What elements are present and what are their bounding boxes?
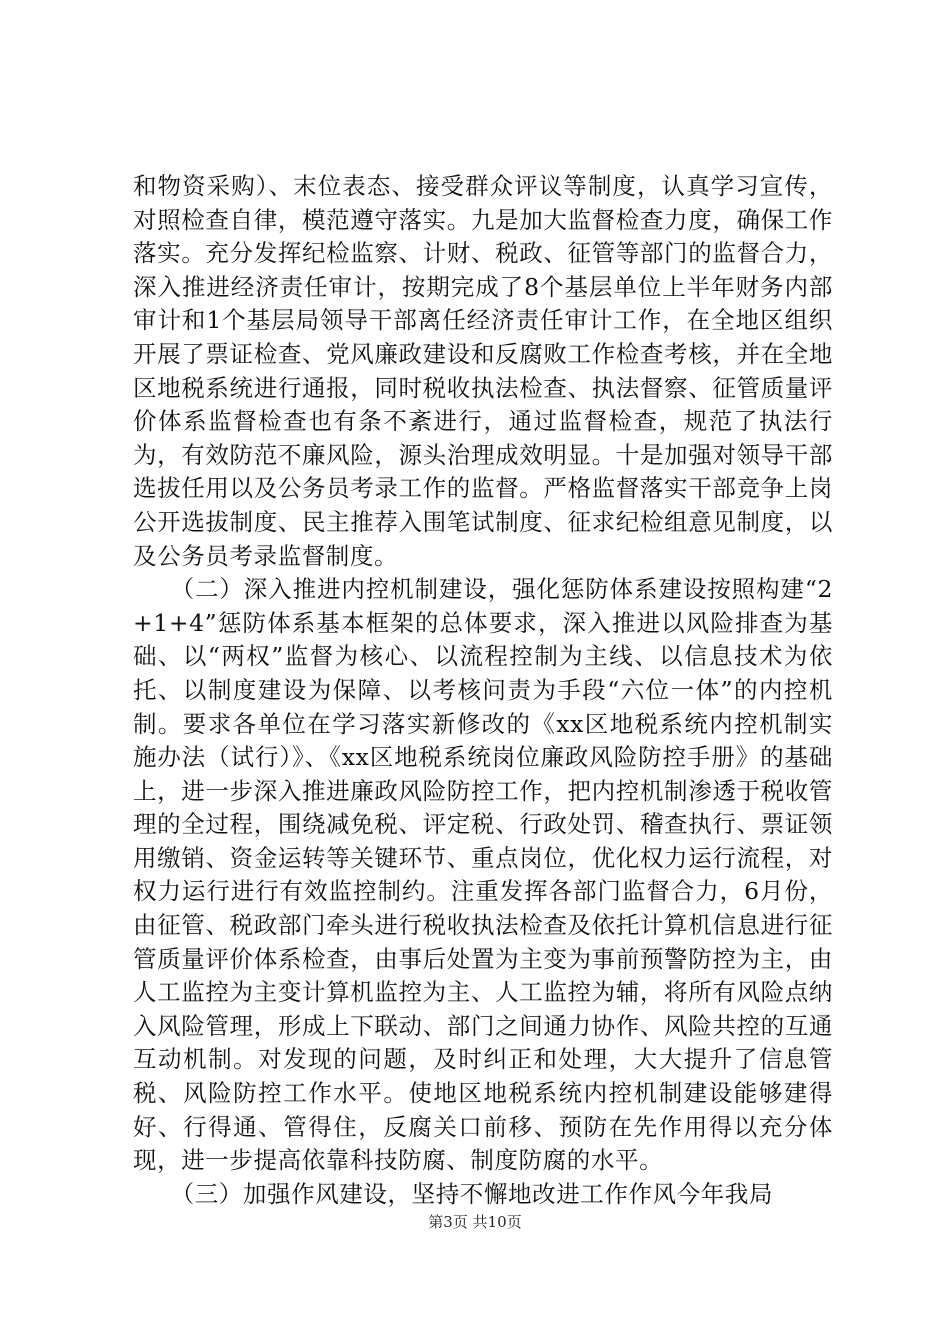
- page-number-footer: 第3页 共10页: [428, 1213, 522, 1231]
- paragraph-1: 和物资采购）、末位表态、接受群众评议等制度，认真学习宣传，对照检查自律，模范遵守落实。九是加大监督检查力度，确保工作落实。充分发挥纪检监察、计财、税政、征管等部门的监督合力，深入推进经济责任审计，按期完成了8个基层单位上半年财务内部审计和1个基层局领导干部离任经济责任审计工作，在全地区组织开展了票证检查、党风廉政建设和反腐败工作检查考核，并在全地区地税系统进行通报，同时税收执法检查、执法督察、征管质量评价体系监督检查也有条不紊进行，通过监督检查，规范了执法行为，有效防范不廉风险，源头治理成效明显。十是加强对领导干部选拔任用以及公务员考录工作的监督。严格监督落实干部竞争上岗公开选拔制度、民主推荐入围笔试制度、征求纪检组意见制度，以及公务员考录监督制度。: [133, 172, 833, 570]
- paragraph-3: （三）加强作风建设，坚持不懈地改进工作作风今年我局: [170, 1179, 774, 1208]
- paragraph-2: （二）深入推进内控机制建设，强化惩防体系建设按照构建“2+1+4”惩防体系基本框架的总体要求，深入推进以风险排查为基础、以“两权”监督为核心、以流程控制为主线、以信息技术为依托、以制度建设为保障、以考核问责为手段“六位一体”的内控机制。要求各单位在学习落实新修改的《xx区地税系统内控机制实施办法（试行）》、《xx区地税系统岗位廉政风险防控手册》的基础上，进一步深入推进廉政风险防控工作，把内控机制渗透于税收管理的全过程，围绕减免税、评定税、行政处罚、稽查执行、票证领用缴销、资金运转等关键环节、重点岗位，优化权力运行流程，对权力运行进行有效监控制约。注重发挥各部门监督合力，6月份，由征管、税政部门牵头进行税收执法检查及依托计算机信息进行征管质量评价体系检查，由事后处置为主变为事前预警防控为主，由人工监控为主变计算机监控为主、人工监控为辅，将所有风险点纳入风险管理，形成上下联动、部门之间通力协作、风险共控的互通互动机制。对发现的问题，及时纠正和处理，大大提升了信息管税、风险防控工作水平。使地区地税系统内控机制建设能够建得好、行得通、管得住，反腐关口前移、预防在先作用得以充分体现，进一步提高依靠科技防腐、制度防腐的水平。: [133, 575, 833, 1175]
- document-body: [133, 170, 833, 1211]
